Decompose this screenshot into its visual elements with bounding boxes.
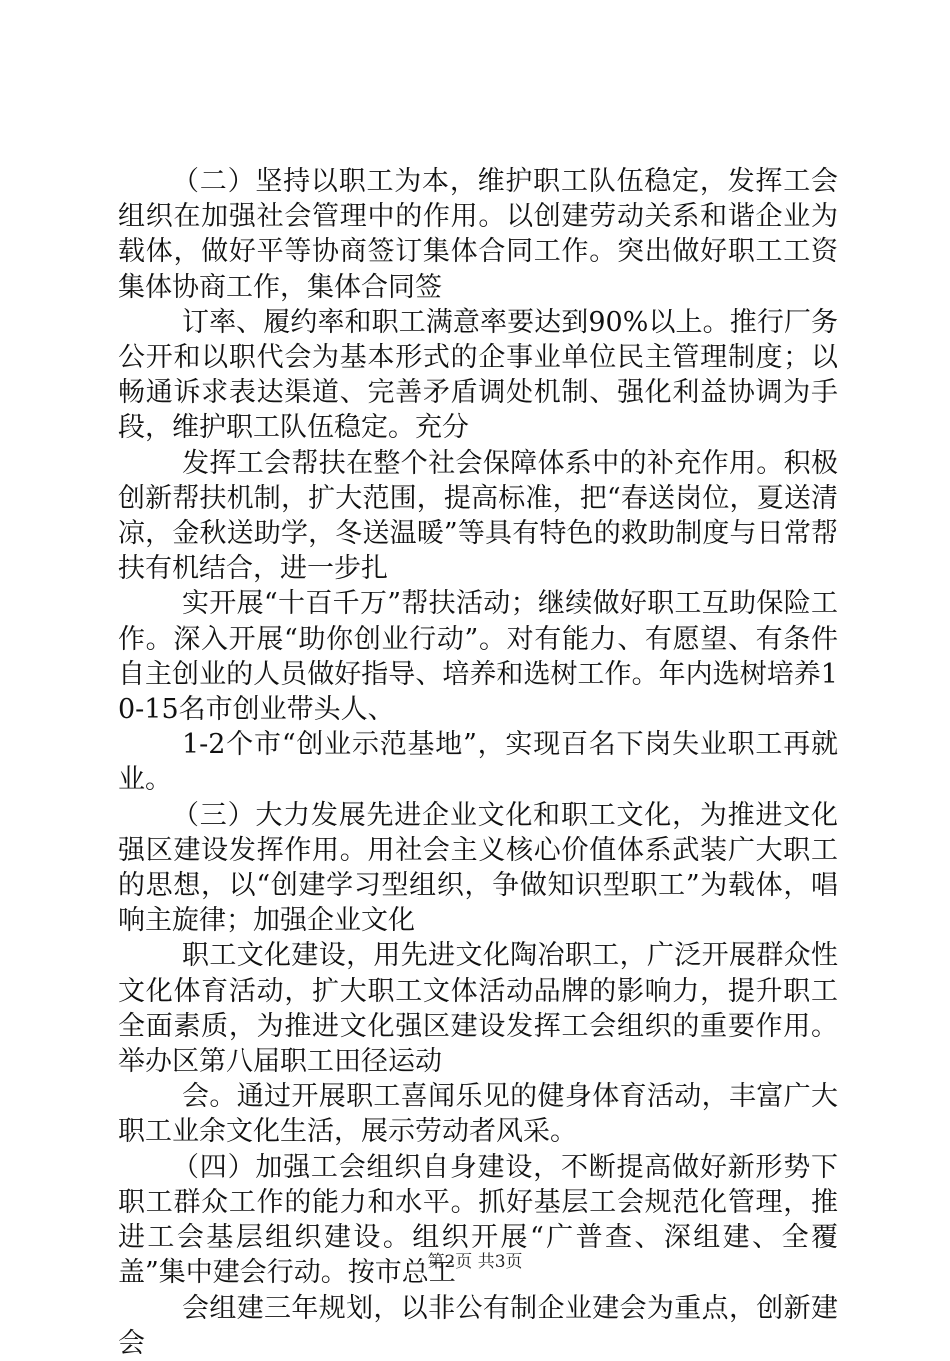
paragraph-2-continued-d: 1-2个市“创业示范基地”，实现百名下岗失业职工再就业。 (118, 729, 838, 796)
page-number-footer: 第2页 共3页 (427, 1252, 523, 1272)
paragraph-2-continued-a: 订率、履约率和职工满意率要达到90%以上。推行厂务公开和以职代会为基本形式的企事业单位民主管理制度；以畅通诉求表达渠道、完善矛盾调处机制、强化利益协调为手段，维护职工队伍稳定。充分 (118, 306, 838, 444)
document-body (118, 164, 838, 1361)
paragraph-2: （二）坚持以职工为本，维护职工队伍稳定，发挥工会组织在加强社会管理中的作用。以创建劳动关系和谐企业为载体，做好平等协商签订集体合同工作。突出做好职工工资集体协商工作，集体合同签 (118, 166, 838, 303)
paragraph-3-continued-b: 会。通过开展职工喜闻乐见的健身体育活动，丰富广大职工业余文化生活，展示劳动者风采。 (118, 1081, 838, 1148)
paragraph-4: （四）加强工会组织自身建设，不断提高做好新形势下职工群众工作的能力和水平。抓好基层工会规范化管理，推进工会基层组织建设。组织开展“广普查、深组建、全覆盖”集中建会行动。按市总工 (118, 1151, 838, 1289)
paragraph-4-continued: 会组建三年规划，以非公有制企业建会为重点，创新建会 (118, 1292, 838, 1359)
paragraph-2-continued-b: 发挥工会帮扶在整个社会保障体系中的补充作用。积极创新帮扶机制，扩大范围，提高标准，把“春送岗位，夏送清凉，金秋送助学，冬送温暖”等具有特色的救助制度与日常帮扶有机结合，进一步扎 (118, 447, 838, 585)
paragraph-3: （三）大力发展先进企业文化和职工文化，为推进文化强区建设发挥作用。用社会主义核心价值体系武装广大职工的思想，以“创建学习型组织，争做知识型职工”为载体，唱响主旋律；加强企业文化 (118, 799, 838, 937)
paragraph-3-continued-a: 职工文化建设，用先进文化陶冶职工，广泛开展群众性文化体育活动，扩大职工文体活动品牌的影响力，提升职工全面素质，为推进文化强区建设发挥工会组织的重要作用。举办区第八届职工田径运动 (118, 940, 838, 1078)
paragraph-2-continued-c: 实开展“十百千万”帮扶活动；继续做好职工互助保险工作。深入开展“助你创业行动”。对有能力、有愿望、有条件自主创业的人员做好指导、培养和选树工作。年内选树培养10-15名市创业带头人、 (118, 588, 838, 726)
